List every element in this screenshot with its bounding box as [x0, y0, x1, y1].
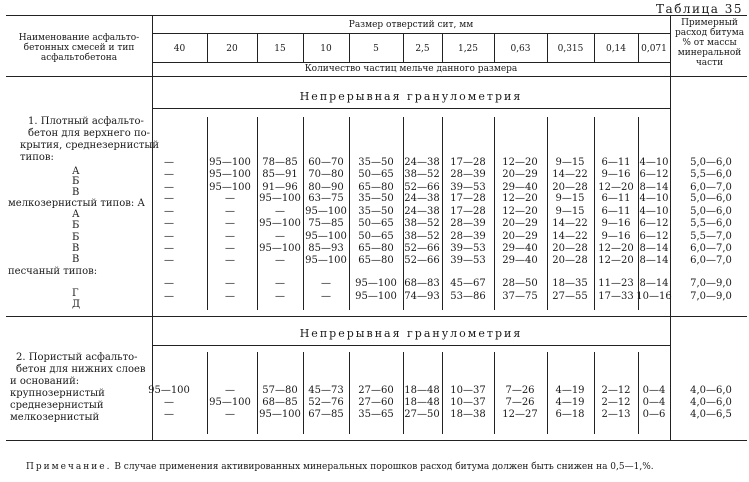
table-cell: 35—50: [358, 193, 394, 204]
row-label: В: [72, 254, 80, 265]
table-cell: 2—12: [601, 397, 631, 408]
table-cell: 95—100: [209, 157, 251, 168]
table-cell: —: [275, 291, 285, 302]
table-cell: 50—65: [358, 231, 394, 242]
table-cell: 12—20: [502, 206, 538, 217]
table-cell: 6—11: [601, 206, 631, 217]
row-label: В: [72, 187, 80, 198]
table-cell: —: [275, 255, 285, 266]
table-cell: 7—26: [505, 397, 535, 408]
bitumen-col-divider: [670, 15, 671, 76]
table-cell: —: [164, 218, 174, 229]
sieve-subtitle: Количество частиц мельче данного размера: [304, 64, 518, 74]
row-label: Д: [72, 299, 81, 310]
table-cell: 12—27: [502, 409, 538, 420]
table-cell: —: [164, 157, 174, 168]
row-label: типов:: [20, 152, 54, 163]
table-cell: 95—100: [209, 397, 251, 408]
table-cell: 18—48: [404, 385, 440, 396]
header-bottom-rule: [6, 76, 747, 77]
table-cell: 8—14: [639, 278, 669, 289]
sieve-size-label: 10: [320, 44, 332, 54]
table-cell: 10—37: [450, 397, 486, 408]
table-cell: 20—29: [502, 231, 538, 242]
row-label: бетон для верхнего по-: [28, 128, 151, 139]
table-cell: 12—20: [502, 157, 538, 168]
table-cell: 85—91: [262, 169, 298, 180]
table-cell: 5,0—6,0: [690, 193, 732, 204]
table-cell: —: [164, 397, 174, 408]
table-cell: 9—16: [601, 169, 631, 180]
table-top-rule: [6, 15, 747, 16]
table-cell: 52—66: [404, 182, 440, 193]
table-cell: 18—48: [404, 397, 440, 408]
row-label: крытия, среднезернистый: [20, 140, 159, 151]
table-cell: 9—15: [555, 206, 585, 217]
table-cell: —: [164, 255, 174, 266]
table-cell: 95—100: [148, 385, 190, 396]
table-cell: 20—28: [552, 243, 588, 254]
table-cell: 28—39: [450, 169, 486, 180]
table-cell: 9—15: [555, 157, 585, 168]
table-cell: 5,5—6,0: [690, 169, 732, 180]
table-cell: 38—52: [404, 169, 440, 180]
name-column-header: Наименование асфальто-бетонных смесей и тип асфальтобетона: [18, 33, 140, 63]
table-cell: —: [164, 231, 174, 242]
table-cell: —: [225, 409, 235, 420]
bitumen-column-header: Примерный расход битума % от массы минеральной части: [674, 18, 745, 68]
table-cell: —: [164, 291, 174, 302]
row-label: А: [72, 166, 80, 177]
table-cell: 4—10: [639, 193, 669, 204]
row-label: Б: [72, 232, 80, 243]
table-cell: 35—50: [358, 206, 394, 217]
table-cell: 85—93: [308, 243, 344, 254]
section1-title: Непрерывная гранулометрия: [299, 90, 523, 103]
table-cell: 2—12: [601, 385, 631, 396]
table-cell: —: [164, 193, 174, 204]
table-cell: 17—28: [450, 193, 486, 204]
row-label: мелкозернистый типов: А: [8, 198, 145, 209]
row-label: 1. Плотный асфальто-: [28, 116, 144, 127]
sieve-size-label: 20: [226, 44, 238, 54]
table-cell: 18—35: [552, 278, 588, 289]
sieve-size-label: 0,63: [510, 44, 531, 54]
row-label: Г: [72, 288, 79, 299]
table-cell: —: [164, 409, 174, 420]
table-cell: 95—100: [305, 206, 347, 217]
table-cell: 4,0—6,0: [690, 397, 732, 408]
table-cell: —: [225, 231, 235, 242]
table-cell: 29—40: [502, 182, 538, 193]
sieve-size-label: 0,315: [557, 44, 584, 54]
table-cell: 28—39: [450, 231, 486, 242]
table-cell: 95—100: [355, 291, 397, 302]
table-cell: 53—86: [450, 291, 486, 302]
table-cell: 4,0—6,5: [690, 409, 732, 420]
row-label: 2. Пористый асфальто-: [16, 352, 138, 363]
table-cell: 28—50: [502, 278, 538, 289]
table-cell: 9—16: [601, 231, 631, 242]
sieve-size-label: 15: [274, 44, 286, 54]
table-cell: 80—90: [308, 182, 344, 193]
table-cell: —: [225, 193, 235, 204]
table-cell: 5,5—6,0: [690, 218, 732, 229]
table-cell: —: [164, 206, 174, 217]
table-cell: —: [225, 218, 235, 229]
table-cell: —: [164, 243, 174, 254]
table-cell: 20—28: [552, 255, 588, 266]
table-cell: 5,5—7,0: [690, 231, 732, 242]
table-cell: 6—18: [555, 409, 585, 420]
table-cell: 95—100: [259, 218, 301, 229]
sieve-size-label: 0,071: [641, 44, 667, 54]
table-cell: 9—16: [601, 218, 631, 229]
table-cell: 7—26: [505, 385, 535, 396]
table-cell: 29—40: [502, 255, 538, 266]
table-cell: 2—13: [601, 409, 631, 420]
section2-right-divider: [670, 316, 671, 440]
table-cell: 12—20: [598, 255, 634, 266]
table-cell: 18—38: [450, 409, 486, 420]
table-cell: 9—15: [555, 193, 585, 204]
table-cell: 50—65: [358, 169, 394, 180]
table-cell: —: [164, 182, 174, 193]
table-cell: 27—60: [358, 385, 394, 396]
table-cell: 45—67: [450, 278, 486, 289]
table-cell: 38—52: [404, 218, 440, 229]
row-label: Б: [72, 176, 80, 187]
table-cell: —: [225, 385, 235, 396]
table-cell: 12—20: [598, 182, 634, 193]
table-cell: 39—53: [450, 182, 486, 193]
table-cell: 7,0—9,0: [690, 278, 732, 289]
table-cell: 11—23: [598, 278, 634, 289]
table-cell: —: [225, 278, 235, 289]
table-cell: —: [321, 291, 331, 302]
table-cell: 4—10: [639, 157, 669, 168]
table-cell: 10—37: [450, 385, 486, 396]
table-cell: 8—14: [639, 182, 669, 193]
table-cell: 52—76: [308, 397, 344, 408]
table-cell: —: [275, 206, 285, 217]
row-label: и оснований:: [10, 376, 80, 387]
table-cell: 0—4: [642, 385, 666, 396]
table-cell: 20—29: [502, 218, 538, 229]
table-cell: 6—11: [601, 193, 631, 204]
table-cell: 27—50: [404, 409, 440, 420]
sieve-size-label: 5: [373, 44, 379, 54]
table-cell: 95—100: [355, 278, 397, 289]
table-cell: 75—85: [308, 218, 344, 229]
table-cell: 67—85: [308, 409, 344, 420]
table-cell: 24—38: [404, 206, 440, 217]
table-cell: 7,0—9,0: [690, 291, 732, 302]
sieve-size-label: 1,25: [457, 44, 479, 54]
footnote-text: В случае применения активированных минеральных порошков расход битума должен быть снижен на 0,5—1,%.: [114, 462, 654, 472]
table-cell: —: [225, 291, 235, 302]
table-cell: 95—100: [305, 255, 347, 266]
table-cell: 8—14: [639, 243, 669, 254]
table-cell: 60—70: [308, 157, 344, 168]
row-label: В: [72, 243, 80, 254]
table-cell: 4—10: [639, 206, 669, 217]
table-cell: —: [275, 231, 285, 242]
table-cell: 39—53: [450, 255, 486, 266]
table-cell: 4—19: [555, 397, 585, 408]
table-cell: 14—22: [552, 218, 588, 229]
table-cell: 52—66: [404, 243, 440, 254]
table-cell: 95—100: [305, 231, 347, 242]
section-separator-rule: [6, 316, 747, 317]
footnote-label: Примечание.: [26, 462, 112, 472]
section1-title-rule: [152, 108, 670, 109]
table-cell: 74—93: [404, 291, 440, 302]
table-cell: 65—80: [358, 255, 394, 266]
section2-title: Непрерывная гранулометрия: [299, 327, 523, 340]
row-label: бетон для нижних слоев: [16, 364, 146, 375]
table-cell: 17—28: [450, 157, 486, 168]
table-cell: 10—16: [636, 291, 672, 302]
section2-title-rule: [152, 345, 670, 346]
table-cell: 52—66: [404, 255, 440, 266]
table-cell: 35—65: [358, 409, 394, 420]
table-cell: 63—75: [308, 193, 344, 204]
table-cell: —: [164, 278, 174, 289]
table-cell: 4,0—6,0: [690, 385, 732, 396]
section2-left-divider: [152, 316, 153, 440]
table-cell: —: [225, 255, 235, 266]
table-cell: 95—100: [209, 182, 251, 193]
table-cell: 6,0—7,0: [690, 255, 732, 266]
sieve-size-label: 2,5: [415, 44, 430, 54]
table-cell: 35—50: [358, 157, 394, 168]
table-cell: 95—100: [259, 243, 301, 254]
table-number: Таблица 35: [656, 2, 743, 16]
row-label: песчаный типов:: [8, 266, 98, 277]
row-label: А: [72, 209, 80, 220]
sieve-size-label: 0,14: [605, 44, 627, 54]
table-cell: 5,0—6,0: [690, 157, 732, 168]
table-cell: 6—12: [639, 231, 669, 242]
table-cell: 6—11: [601, 157, 631, 168]
footnote: [26, 462, 654, 472]
table-cell: 24—38: [404, 157, 440, 168]
table-cell: 91—96: [262, 182, 298, 193]
sieve-title: Размер отверстий сит, мм: [348, 20, 474, 30]
table-cell: —: [225, 206, 235, 217]
table-cell: 70—80: [308, 169, 344, 180]
table-cell: 17—33: [598, 291, 634, 302]
table-cell: 20—28: [552, 182, 588, 193]
table-cell: 37—75: [502, 291, 538, 302]
table-cell: 45—73: [308, 385, 344, 396]
table-cell: 39—53: [450, 243, 486, 254]
row-label: Б: [72, 220, 80, 231]
table-cell: —: [225, 243, 235, 254]
table-cell: 50—65: [358, 218, 394, 229]
table-cell: 6,0—7,0: [690, 182, 732, 193]
table-cell: 6,0—7,0: [690, 243, 732, 254]
sieve-title-rule: [152, 33, 670, 34]
table-cell: 6—12: [639, 169, 669, 180]
table-cell: 17—28: [450, 206, 486, 217]
table-cell: 29—40: [502, 243, 538, 254]
table-cell: 20—29: [502, 169, 538, 180]
row-label: крупнозернистый: [10, 388, 105, 399]
sieve-sizes-rule: [152, 62, 670, 63]
table-cell: 12—20: [598, 243, 634, 254]
table-cell: 57—80: [262, 385, 298, 396]
table-cell: 0—6: [642, 409, 666, 420]
table-cell: —: [275, 278, 285, 289]
table-cell: 78—85: [262, 157, 298, 168]
table-cell: 65—80: [358, 182, 394, 193]
table-cell: 28—39: [450, 218, 486, 229]
table-cell: 5,0—6,0: [690, 206, 732, 217]
table-cell: 95—100: [209, 169, 251, 180]
table-cell: 0—4: [642, 397, 666, 408]
table-cell: 65—80: [358, 243, 394, 254]
row-label: среднезернистый: [10, 400, 104, 411]
table-cell: 14—22: [552, 169, 588, 180]
table-cell: 95—100: [259, 409, 301, 420]
table-cell: —: [321, 278, 331, 289]
table-cell: 27—55: [552, 291, 588, 302]
row-label: мелкозернистый: [10, 412, 100, 423]
table-cell: 27—60: [358, 397, 394, 408]
table-cell: 68—83: [404, 278, 440, 289]
table-cell: 95—100: [259, 193, 301, 204]
table-cell: 8—14: [639, 255, 669, 266]
table-cell: 14—22: [552, 231, 588, 242]
table-cell: 38—52: [404, 231, 440, 242]
table-cell: 4—19: [555, 385, 585, 396]
table-cell: 6—12: [639, 218, 669, 229]
sieve-size-label: 40: [173, 44, 186, 54]
table-cell: —: [164, 169, 174, 180]
table-bottom-rule: [6, 440, 747, 441]
table-cell: 12—20: [502, 193, 538, 204]
table-cell: 68—85: [262, 397, 298, 408]
table-cell: 24—38: [404, 193, 440, 204]
